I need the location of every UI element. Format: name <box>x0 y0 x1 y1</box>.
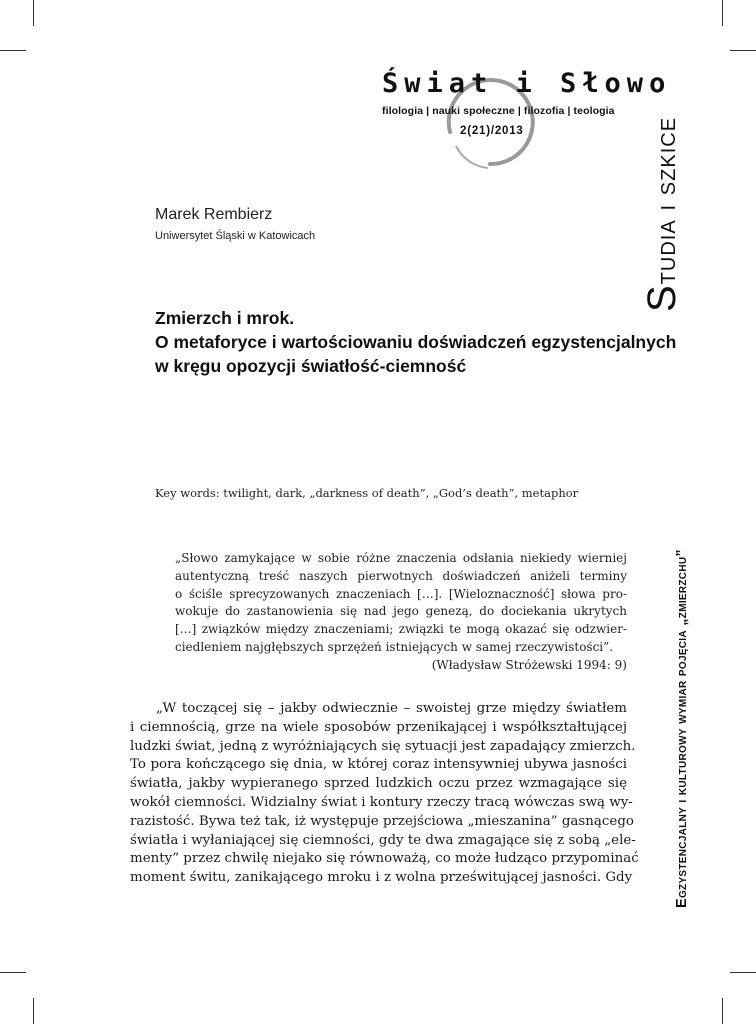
crop-mark <box>33 0 34 26</box>
motto-line: „Słowo zamykające w sobie różne znaczenia odsłania niekiedy wierniej <box>175 551 627 565</box>
crop-mark <box>0 972 26 973</box>
crop-mark <box>722 998 723 1024</box>
motto-line: […] związków między znaczeniami; związki te mogą okazać się odzwier- <box>175 622 627 637</box>
body-line: To pora kończącego się dnia, w której coraz intensywniej ubywa jasności <box>130 757 627 773</box>
body-line: wokół ciemności. Widzialny świat i kontury rzeczy tracą wówczas swą wy- <box>130 794 633 810</box>
motto-line: o ściśle sprecyzowanych znaczeniach […]. [Wieloznaczność] słowa pro- <box>175 586 627 601</box>
body-line: moment świtu, zanikającego mroku i z wolna prześwitującej jasności. Gdy <box>130 870 633 886</box>
body-line: razistość. Bywa też tak, iż występuje przejściowa „mieszanina” gasnącego <box>130 813 634 829</box>
body-line: „W toczącej się – jakby odwiecznie – swoistej grze między światłem <box>156 701 627 716</box>
crop-mark <box>730 972 756 973</box>
title-line: O metaforyce i wartościowaniu doświadczeń egzystencjalnych <box>155 332 677 352</box>
title-line: Zmierzch i mrok. <box>155 308 295 328</box>
author-affiliation: Uniwersytet Śląski w Katowicach <box>155 230 316 242</box>
author-name: Marek Rembierz <box>155 206 273 223</box>
running-head-topic: Egzystencjalny i kulturowy wymiar pojęcia „zmierzchu” <box>674 549 690 908</box>
body-line: i ciemnością, grze na wiele sposobów przenikającej i współkształtującej <box>130 719 627 735</box>
motto-line: autentyczną treść naszych pierwotnych doświadczeń aniżeli terminy <box>175 568 627 583</box>
journal-issue: 2(21)/2013 <box>460 125 524 137</box>
section-heading <box>640 117 685 312</box>
title-line: w kręgu opozycji światłość-ciemność <box>155 356 467 376</box>
body-line: ludzki świat, jedną z wyróżniających się sytuacji jest zapadający zmierzch. <box>130 738 636 754</box>
motto-line: wokuje do zastanowienia się nad jego genezą, do dociekania ukrytych <box>175 604 627 619</box>
crop-mark <box>33 998 34 1024</box>
body-line: światła i wyłaniającej się ciemności, gdy te dwa zmagające się z sobą „ele- <box>130 832 636 848</box>
body-line: światła, jakby wypieranego sprzed ludzkich oczu przez wzmagające się <box>130 776 627 792</box>
article-title <box>155 306 677 378</box>
journal-subtitle: filologia | nauki społeczne | filozofia | teologia <box>382 105 615 117</box>
crop-mark <box>722 0 723 26</box>
motto-line: ciedleniem najgłębszych sprzężeń istniejących w samej rzeczywistości”. <box>175 639 614 654</box>
crop-mark <box>730 50 756 51</box>
journal-title: Świat i Słowo <box>382 68 672 99</box>
motto-quote <box>175 550 627 675</box>
section-heading-initial: S <box>640 284 684 312</box>
body-paragraph <box>130 700 639 888</box>
body-line: menty” przez chwilę niejako się równoważą, co może łudząco przypominać <box>130 851 639 867</box>
crop-mark <box>0 50 26 51</box>
section-heading-rest: tudia i szkice <box>650 116 681 285</box>
keywords: Key words: twilight, dark, „darkness of death”, „God’s death”, metaphor <box>155 486 579 500</box>
motto-source: (Władysław Stróżewski 1994: 9) <box>431 657 627 672</box>
